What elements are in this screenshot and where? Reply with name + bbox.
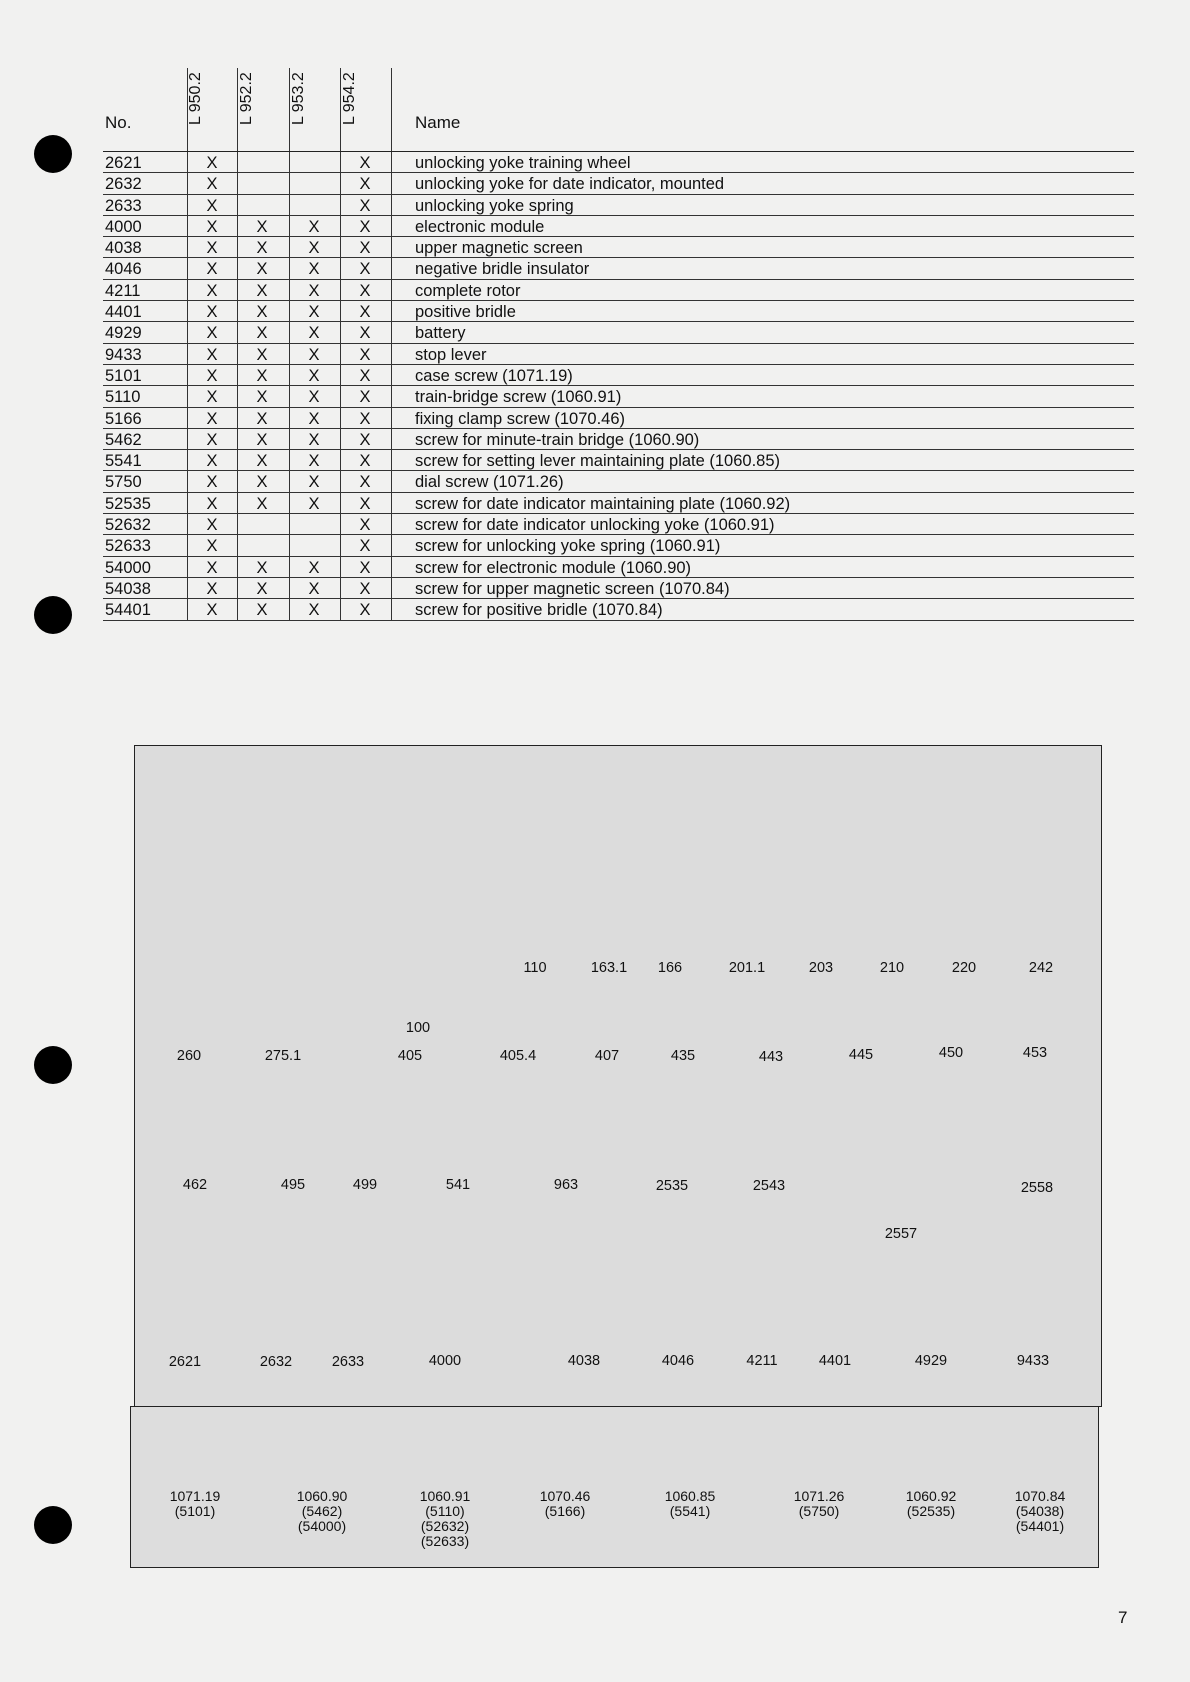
calibre-mark: X (206, 366, 218, 385)
punch-hole (34, 1506, 72, 1544)
calibre-mark: X (206, 196, 218, 215)
table-row (103, 344, 1134, 365)
header-calibre: L 952.2 (238, 72, 255, 125)
screw-label: 1060.85 (5541) (664, 1488, 716, 1519)
calibre-mark: X (359, 388, 371, 407)
part-number: 52633 (105, 537, 151, 556)
part-label: 242 (1028, 960, 1054, 976)
parts-table (103, 68, 1134, 621)
calibre-mark: X (206, 558, 218, 577)
calibre-mark: X (256, 579, 268, 598)
screw-label: 1070.84 (54038) (54401) (1014, 1488, 1066, 1534)
table-row (103, 578, 1134, 599)
table-row (103, 237, 1134, 258)
calibre-mark: X (308, 303, 320, 322)
part-number: 54038 (105, 579, 151, 598)
table-row (103, 493, 1134, 514)
calibre-mark: X (359, 239, 371, 258)
calibre-mark: X (359, 366, 371, 385)
part-number: 5101 (105, 366, 142, 385)
screws-panel (130, 1406, 1099, 1568)
part-name: upper magnetic screen (415, 239, 583, 258)
header-name: Name (415, 113, 461, 132)
part-label: 166 (657, 960, 683, 976)
part-label: 9433 (1016, 1353, 1050, 1369)
calibre-mark: X (256, 239, 268, 258)
part-number: 2632 (105, 175, 142, 194)
part-name: screw for minute-train bridge (1060.90) (415, 430, 700, 449)
part-label: 4038 (567, 1353, 601, 1369)
calibre-mark: X (359, 175, 371, 194)
table-row (103, 471, 1134, 492)
screw-label: 1071.19 (5101) (169, 1488, 221, 1519)
calibre-mark: X (256, 473, 268, 492)
calibre-mark: X (206, 154, 218, 172)
battery-marking: 532 (917, 1314, 945, 1331)
table-row (103, 301, 1134, 322)
calibre-mark: X (206, 324, 218, 343)
table-row (103, 408, 1134, 429)
part-label: 405.4 (499, 1048, 537, 1064)
part-number: 9433 (105, 345, 142, 364)
calibre-mark: X (256, 558, 268, 577)
part-label: 2535 (655, 1178, 689, 1194)
calibre-mark: X (359, 537, 371, 556)
header-no: No. (105, 113, 132, 132)
screw-label: 1071.26 (5750) (793, 1488, 845, 1519)
part-name: screw for date indicator maintaining plate (1060.92) (415, 494, 791, 513)
part-label: 4046 (661, 1353, 695, 1369)
table-header (103, 68, 1134, 152)
calibre-mark: X (359, 494, 371, 513)
table-row (103, 429, 1134, 450)
calibre-mark: X (256, 324, 268, 343)
part-label: 2632 (259, 1354, 293, 1370)
part-number: 5750 (105, 473, 142, 492)
part-name: screw for setting lever maintaining plate (1060.85) (415, 452, 781, 471)
calibre-mark: X (359, 196, 371, 215)
part-number: 2633 (105, 196, 142, 215)
page-number: 7 (1118, 1608, 1128, 1627)
calibre-mark: X (308, 579, 320, 598)
screw-label: 1060.92 (52535) (905, 1488, 957, 1519)
parts-illustration-panel (134, 745, 1102, 1407)
part-name: screw for date indicator unlocking yoke (1060.91) (415, 516, 775, 535)
table-row (103, 280, 1134, 301)
calibre-mark: X (308, 558, 320, 577)
calibre-mark: X (359, 217, 371, 236)
calibre-mark: X (308, 473, 320, 492)
part-name: stop lever (415, 345, 487, 364)
part-name: electronic module (415, 217, 545, 236)
table-row (103, 450, 1134, 471)
calibre-mark: X (308, 494, 320, 513)
part-label: 163.1 (590, 960, 628, 976)
table-row (103, 152, 1134, 173)
calibre-mark: X (308, 452, 320, 471)
calibre-mark: X (206, 345, 218, 364)
part-number: 5541 (105, 452, 142, 471)
calibre-mark: X (359, 154, 371, 172)
part-label: 275.1 (264, 1048, 302, 1064)
part-number: 4000 (105, 217, 142, 236)
part-label: 445 (848, 1047, 874, 1063)
calibre-mark: X (256, 217, 268, 236)
calibre-mark: X (256, 260, 268, 279)
calibre-mark: X (359, 452, 371, 471)
part-label: 4211 (746, 1353, 778, 1369)
calibre-mark: X (308, 281, 320, 300)
part-number: 4211 (105, 281, 141, 300)
part-number: 5462 (105, 430, 142, 449)
part-name: case screw (1071.19) (415, 366, 573, 385)
calibre-mark: X (359, 430, 371, 449)
part-number: 5166 (105, 409, 142, 428)
part-name: screw for positive bridle (1070.84) (415, 601, 663, 620)
calibre-mark: X (256, 452, 268, 471)
table-row (103, 258, 1134, 279)
part-name: unlocking yoke training wheel (415, 154, 631, 172)
part-number: 2621 (105, 154, 142, 172)
part-label: 210 (879, 960, 905, 976)
part-number: 52535 (105, 494, 151, 513)
table-row (103, 386, 1134, 407)
calibre-mark: X (359, 579, 371, 598)
part-label: 495 (280, 1177, 306, 1193)
part-label: 405 (397, 1048, 423, 1064)
part-name: battery (415, 324, 466, 343)
calibre-mark: X (359, 516, 371, 535)
calibre-mark: X (256, 430, 268, 449)
calibre-mark: X (308, 430, 320, 449)
screw-label: 1060.90 (5462) (54000) (296, 1488, 348, 1534)
calibre-mark: X (256, 409, 268, 428)
calibre-mark: X (359, 558, 371, 577)
part-label: 2557 (884, 1226, 918, 1242)
calibre-mark: X (359, 601, 371, 620)
calibre-mark: X (256, 303, 268, 322)
screw-label: 1060.91 (5110) (52632) (52633) (419, 1488, 471, 1549)
part-label: 453 (1022, 1045, 1048, 1061)
calibre-mark: X (256, 366, 268, 385)
part-number: 4038 (105, 239, 142, 258)
part-name: dial screw (1071.26) (415, 473, 564, 492)
calibre-mark: X (206, 217, 218, 236)
calibre-mark: X (256, 345, 268, 364)
calibre-mark: X (359, 345, 371, 364)
screw-label: 1070.46 (5166) (539, 1488, 591, 1519)
part-label: 462 (182, 1177, 208, 1193)
table-row (103, 173, 1134, 194)
header-calibre: L 950.2 (187, 72, 204, 125)
calibre-mark: X (256, 388, 268, 407)
calibre-mark: X (308, 260, 320, 279)
calibre-mark: X (206, 579, 218, 598)
calibre-mark: X (308, 324, 320, 343)
part-label: 2558 (1020, 1180, 1054, 1196)
calibre-mark: X (206, 409, 218, 428)
calibre-mark: X (206, 303, 218, 322)
part-name: complete rotor (415, 281, 521, 300)
part-label: 407 (594, 1048, 620, 1064)
calibre-mark: X (308, 345, 320, 364)
calibre-mark: X (359, 303, 371, 322)
part-label: 4000 (428, 1353, 462, 1369)
calibre-mark: X (308, 409, 320, 428)
calibre-mark: X (308, 239, 320, 258)
punch-hole (34, 135, 72, 173)
calibre-mark: X (308, 366, 320, 385)
part-label: 110 (523, 960, 547, 976)
part-number: 4401 (105, 303, 142, 322)
part-number: 54000 (105, 558, 151, 577)
calibre-mark: X (359, 473, 371, 492)
calibre-mark: X (206, 175, 218, 194)
part-name: negative bridle insulator (415, 260, 590, 279)
calibre-mark: X (359, 409, 371, 428)
part-label: 203 (808, 960, 834, 976)
table-row (103, 216, 1134, 237)
calibre-mark: X (256, 281, 268, 300)
calibre-mark: X (308, 217, 320, 236)
part-label: 4929 (914, 1353, 948, 1369)
part-label: 4401 (818, 1353, 852, 1369)
part-name: screw for unlocking yoke spring (1060.91) (415, 537, 721, 556)
part-label: 963 (553, 1177, 579, 1193)
table-row (103, 514, 1134, 535)
calibre-mark: X (308, 601, 320, 620)
calibre-mark: X (206, 516, 218, 535)
part-number: 52632 (105, 516, 151, 535)
calibre-mark: X (206, 260, 218, 279)
part-label: 260 (176, 1048, 202, 1064)
part-label: 541 (445, 1177, 471, 1193)
part-label: 201.1 (728, 960, 766, 976)
part-name: positive bridle (415, 303, 516, 322)
part-label: 220 (951, 960, 977, 976)
part-label: 2633 (331, 1354, 365, 1370)
punch-hole (34, 1046, 72, 1084)
table-row (103, 322, 1134, 343)
part-number: 4046 (105, 260, 142, 279)
part-name: train-bridge screw (1060.91) (415, 388, 622, 407)
part-number: 5110 (105, 388, 141, 407)
part-number: 4929 (105, 324, 142, 343)
calibre-mark: X (359, 281, 371, 300)
part-label: 450 (938, 1045, 964, 1061)
calibre-mark: X (206, 281, 218, 300)
part-label: 435 (670, 1048, 696, 1064)
calibre-mark: X (206, 473, 218, 492)
calibre-mark: X (206, 452, 218, 471)
table-row (103, 365, 1134, 386)
part-name: screw for electronic module (1060.90) (415, 558, 692, 577)
calibre-mark: X (206, 239, 218, 258)
part-label: 2621 (168, 1354, 202, 1370)
calibre-mark: X (359, 260, 371, 279)
calibre-mark: X (256, 601, 268, 620)
part-label: 443 (758, 1049, 784, 1065)
table-row (103, 557, 1134, 578)
header-calibre: L 953.2 (290, 72, 307, 125)
part-name: unlocking yoke spring (415, 196, 574, 215)
calibre-mark: X (206, 494, 218, 513)
header-calibre: L 954.2 (341, 72, 358, 125)
part-name: screw for upper magnetic screen (1070.84) (415, 579, 730, 598)
table-row (103, 535, 1134, 556)
calibre-mark: X (206, 388, 218, 407)
calibre-mark: X (359, 324, 371, 343)
table-row (103, 599, 1134, 620)
calibre-mark: X (206, 601, 218, 620)
part-number: 54401 (105, 601, 151, 620)
punch-hole (34, 596, 72, 634)
calibre-mark: X (206, 430, 218, 449)
part-name: unlocking yoke for date indicator, mounted (415, 175, 725, 194)
part-label: 2543 (752, 1178, 786, 1194)
part-label: 499 (352, 1177, 378, 1193)
calibre-mark: X (308, 388, 320, 407)
table-row (103, 195, 1134, 216)
table-body (103, 152, 1134, 621)
part-name: fixing clamp screw (1070.46) (415, 409, 626, 428)
calibre-mark: X (206, 537, 218, 556)
calibre-mark: X (256, 494, 268, 513)
